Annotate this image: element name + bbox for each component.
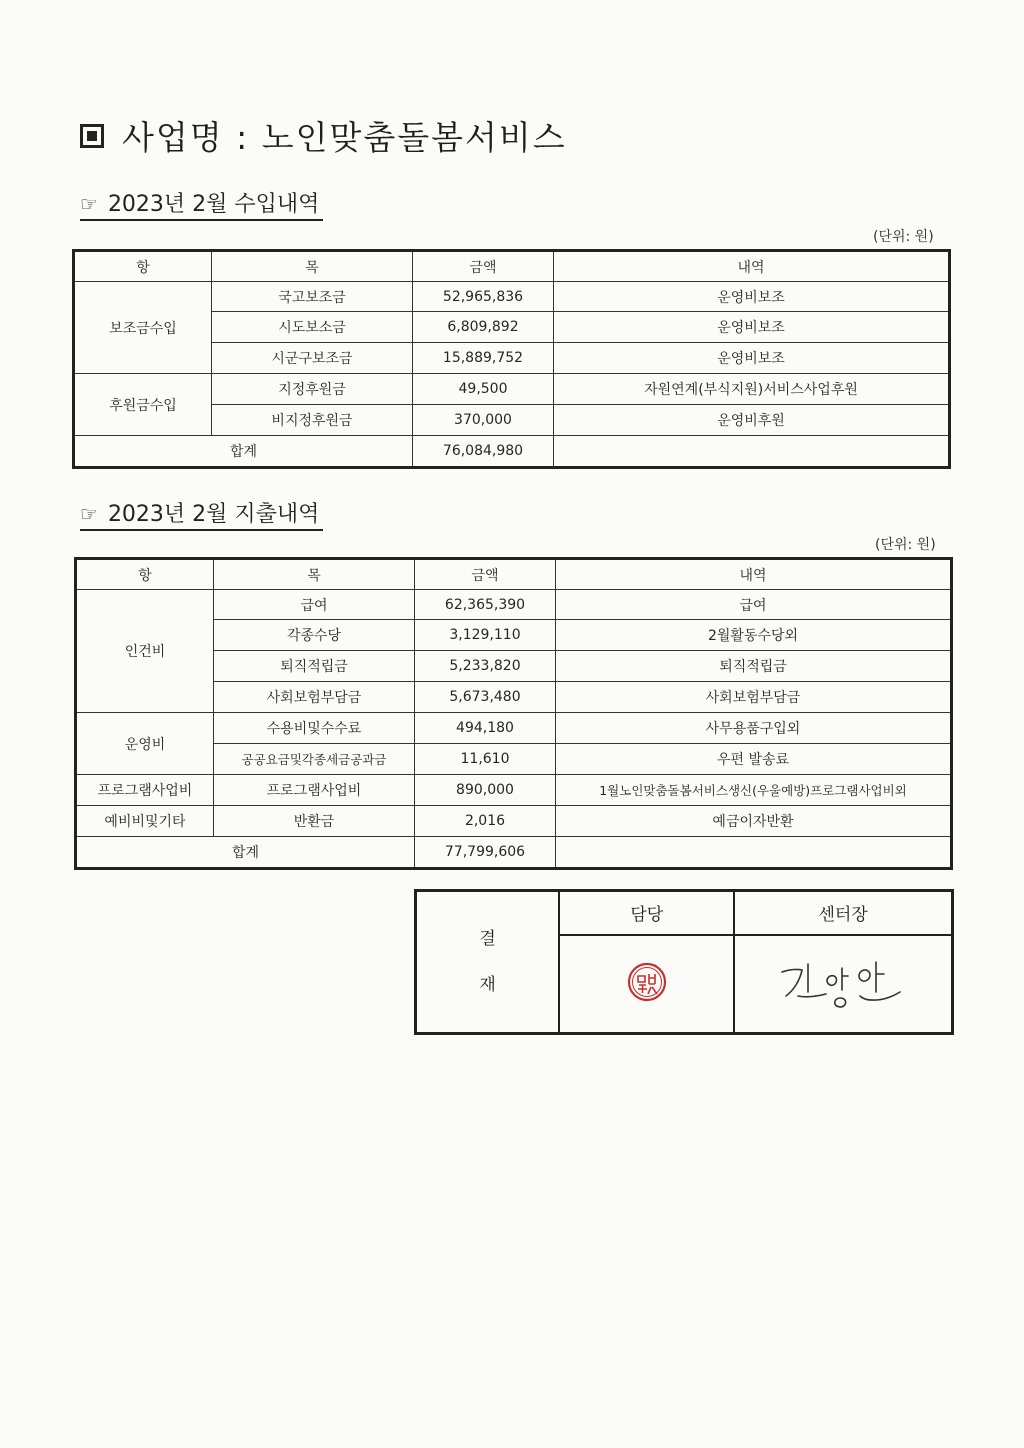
item-cell: 프로그램사업비 [214,775,415,806]
header-category: 항 [74,251,212,282]
item-cell: 각종수당 [214,620,415,651]
item-cell: 시군구보조금 [212,343,413,374]
table-row [74,374,950,405]
item-cell: 수용비및수수료 [214,713,415,744]
total-label: 합계 [74,436,413,468]
item-cell: 공공요금및각종세금공과금 [214,744,415,775]
approval-box [414,889,954,1035]
detail-cell: 2월활동수당외 [556,620,952,651]
seal-stamp-icon [625,960,669,1004]
table-row [74,282,950,312]
item-cell: 비지정후원금 [212,405,413,436]
amount-cell: 49,500 [413,374,554,405]
header-amount: 금액 [415,559,556,590]
item-cell: 급여 [214,590,415,620]
director-signature-cell [734,935,952,1034]
category-cell: 운영비 [76,713,214,775]
total-row [76,837,952,869]
detail-cell: 운영비보조 [554,343,950,374]
expense-heading-text: 2023년 2월 지출내역 [107,502,320,527]
detail-cell: 1월노인맞춤돌봄서비스생신(우울예방)프로그램사업비외 [556,775,952,806]
signature-icon [768,950,918,1014]
income-heading-text: 2023년 2월 수입내역 [107,192,320,217]
income-heading [80,190,323,221]
item-cell: 반환금 [214,806,415,837]
staff-stamp-cell [559,935,734,1034]
page-title-text: 사업명 : 노인맞춤돌봄서비스 [122,118,567,157]
total-detail [556,837,952,869]
total-row [74,436,950,468]
header-amount: 금액 [413,251,554,282]
detail-cell: 퇴직적립금 [556,651,952,682]
header-detail: 내역 [556,559,952,590]
table-header-row [74,251,950,282]
amount-cell: 5,673,480 [415,682,556,713]
total-amount: 76,084,980 [413,436,554,468]
table-row [76,713,952,744]
pointing-hand-icon: ☞ [80,502,98,526]
table-header-row [76,559,952,590]
item-cell: 사회보험부담금 [214,682,415,713]
approval-col-staff: 담당 [559,891,734,935]
square-bullet-icon [80,124,104,148]
amount-cell: 11,610 [415,744,556,775]
detail-cell: 예금이자반환 [556,806,952,837]
total-label: 합계 [76,837,415,869]
category-cell: 예비비및기타 [76,806,214,837]
detail-cell: 운영비후원 [554,405,950,436]
item-cell: 국고보조금 [212,282,413,312]
detail-cell: 운영비보조 [554,282,950,312]
expense-unit: (단위: 원) [875,537,936,553]
amount-cell: 370,000 [413,405,554,436]
item-cell: 지정후원금 [212,374,413,405]
total-detail [554,436,950,468]
total-amount: 77,799,606 [415,837,556,869]
header-category: 항 [76,559,214,590]
amount-cell: 494,180 [415,713,556,744]
amount-cell: 52,965,836 [413,282,554,312]
header-item: 목 [214,559,415,590]
amount-cell: 62,365,390 [415,590,556,620]
detail-cell: 사회보험부담금 [556,682,952,713]
item-cell: 퇴직적립금 [214,651,415,682]
detail-cell: 우편 발송료 [556,744,952,775]
amount-cell: 3,129,110 [415,620,556,651]
amount-cell: 2,016 [415,806,556,837]
amount-cell: 5,233,820 [415,651,556,682]
income-unit: (단위: 원) [873,229,934,245]
pointing-hand-icon: ☞ [80,192,98,216]
approval-label-bottom: 재 [479,975,496,995]
table-row [76,806,952,837]
item-cell: 시도보소금 [212,312,413,343]
detail-cell: 급여 [556,590,952,620]
expense-table [74,557,953,870]
approval-label-top: 결 [479,929,496,949]
header-item: 목 [212,251,413,282]
amount-cell: 6,809,892 [413,312,554,343]
category-cell: 후원금수입 [74,374,212,436]
detail-cell: 자원연계(부식지원)서비스사업후원 [554,374,950,405]
table-row [76,590,952,620]
category-cell: 인건비 [76,590,214,713]
page-title [80,112,567,159]
category-cell: 보조금수입 [74,282,212,374]
approval-col-director: 센터장 [734,891,952,935]
income-table [72,249,951,469]
amount-cell: 890,000 [415,775,556,806]
approval-label [416,891,560,1034]
detail-cell: 사무용품구입외 [556,713,952,744]
category-cell: 프로그램사업비 [76,775,214,806]
detail-cell: 운영비보조 [554,312,950,343]
table-row [76,775,952,806]
amount-cell: 15,889,752 [413,343,554,374]
header-detail: 내역 [554,251,950,282]
expense-heading [80,500,323,531]
